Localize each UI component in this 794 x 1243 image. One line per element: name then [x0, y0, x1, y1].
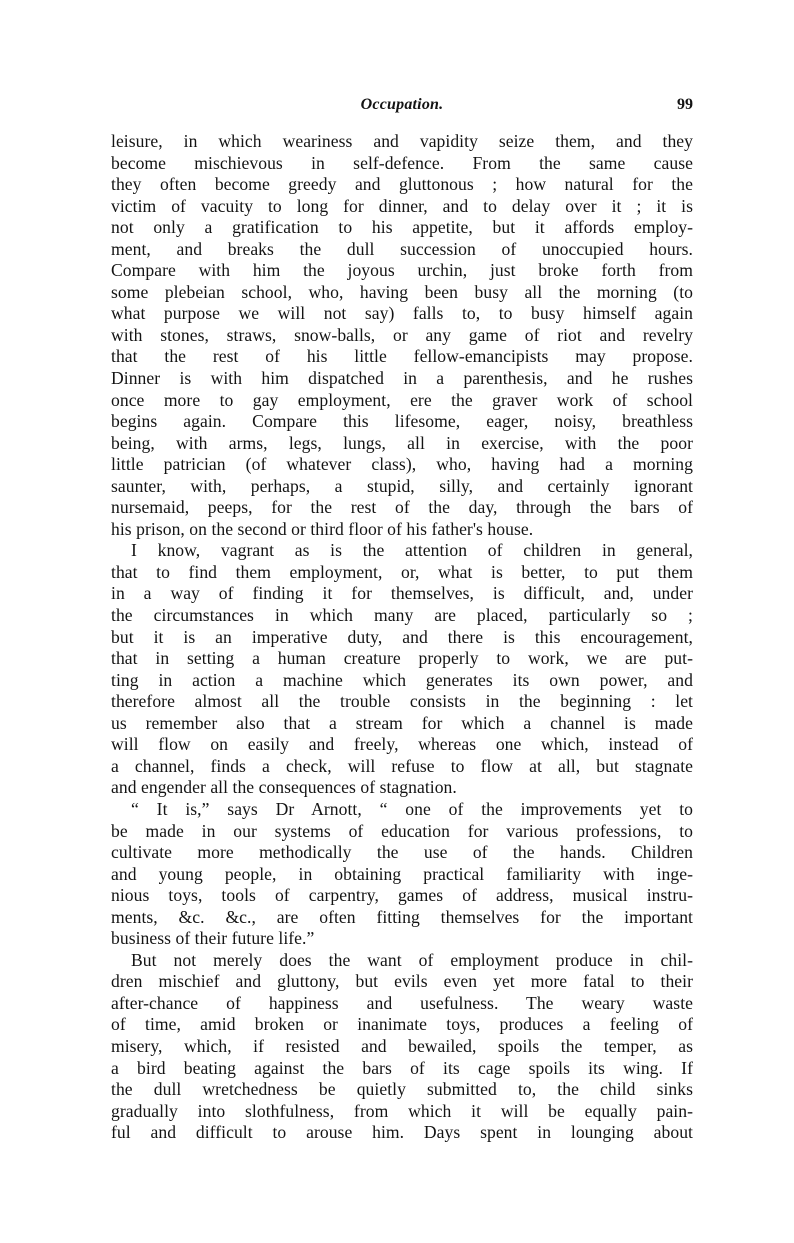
- text-line: gradually into slothfulness, from which it will be equally pain-: [111, 1100, 693, 1121]
- quotation-paragraph: [111, 799, 693, 950]
- text-line: ful and difficult to arouse him. Days spent in lounging about: [111, 1122, 693, 1143]
- text-line: of time, amid broken or inanimate toys, produces a feeling of: [111, 1014, 693, 1035]
- text-line: become mischievous in self-defence. From the same cause: [111, 152, 693, 173]
- text-line: once more to gay employment, ere the graver work of school: [111, 389, 693, 410]
- text-line: victim of vacuity to long for dinner, and to delay over it ; it is: [111, 195, 693, 216]
- page-header: [111, 96, 693, 120]
- text-line: dren mischief and gluttony, but evils even yet more fatal to their: [111, 971, 693, 992]
- text-line: his prison, on the second or third floor of his father's house.: [111, 518, 534, 539]
- text-line: Dinner is with him dispatched in a parenthesis, and he rushes: [111, 368, 693, 389]
- text-line: But not merely does the want of employment produce in chil-: [131, 949, 693, 970]
- text-line: therefore almost all the trouble consists in the beginning : let: [111, 691, 693, 712]
- text-line: Compare with him the joyous urchin, just broke forth from: [111, 260, 693, 281]
- text-line: be made in our systems of education for various professions, to: [111, 820, 693, 841]
- text-line: the circumstances in which many are placed, particularly so ;: [111, 605, 693, 626]
- text-line: some plebeian school, who, having been busy all the morning (to: [111, 281, 693, 302]
- text-line: that the rest of his little fellow-emancipists may propose.: [111, 346, 693, 367]
- paragraph: [111, 540, 693, 799]
- text-line: a bird beating against the bars of its cage spoils its wing. If: [111, 1057, 693, 1078]
- text-line: the dull wretchedness be quietly submitted to, the child sinks: [111, 1079, 693, 1100]
- text-line: after-chance of happiness and usefulness. The weary waste: [111, 992, 693, 1013]
- text-line: and young people, in obtaining practical familiarity with inge-: [111, 863, 693, 884]
- text-line: ments, &c. &c., are often fitting themselves for the important: [111, 906, 693, 927]
- text-line: saunter, with, perhaps, a stupid, silly, and certainly ignorant: [111, 475, 693, 496]
- text-line: in a way of finding it for themselves, is difficult, and, under: [111, 583, 693, 604]
- text-line: being, with arms, legs, lungs, all in exercise, with the poor: [111, 432, 693, 453]
- text-line: will flow on easily and freely, whereas one which, instead of: [111, 734, 693, 755]
- text-line: they often become greedy and gluttonous ; how natural for the: [111, 174, 693, 195]
- text-line: what purpose we will not say) falls to, to busy himself again: [111, 303, 693, 324]
- text-line: but it is an imperative duty, and there is this encouragement,: [111, 626, 693, 647]
- text-line: with stones, straws, snow-balls, or any game of riot and revelry: [111, 324, 693, 345]
- text-line: that in setting a human creature properly to work, we are put-: [111, 648, 693, 669]
- text-line: us remember also that a stream for which a channel is made: [111, 712, 693, 733]
- running-title: Occupation.: [360, 96, 444, 113]
- text-line: cultivate more methodically the use of the hands. Children: [111, 842, 693, 863]
- paragraph: [111, 131, 693, 540]
- text-line: leisure, in which weariness and vapidity seize them, and they: [111, 131, 693, 151]
- text-line: begins again. Compare this lifesome, eager, noisy, breathless: [111, 411, 693, 432]
- text-line: misery, which, if resisted and bewailed, spoils the temper, as: [111, 1035, 693, 1056]
- text-line: nursemaid, peeps, for the rest of the day, through the bars of: [111, 497, 693, 518]
- paragraph: [111, 950, 693, 1144]
- text-line: not only a gratification to his appetite, but it affords employ-: [111, 217, 693, 238]
- page-number: 99: [677, 96, 693, 113]
- text-line: that to find them employment, or, what is better, to put them: [111, 561, 693, 582]
- text-line: little patrician (of whatever class), who, having had a morning: [111, 454, 693, 475]
- text-line: nious toys, tools of carpentry, games of address, musical instru-: [111, 885, 693, 906]
- text-line: business of their future life.”: [111, 928, 315, 949]
- text-line: “ It is,” says Dr Arnott, “ one of the improvements yet to: [131, 798, 693, 819]
- text-line: I know, vagrant as is the attention of children in general,: [131, 540, 693, 561]
- text-line: ment, and breaks the dull succession of unoccupied hours.: [111, 238, 693, 259]
- body-text: [111, 131, 693, 1144]
- text-line: and engender all the consequences of stagnation.: [111, 777, 457, 798]
- text-line: ting in action a machine which generates its own power, and: [111, 669, 693, 690]
- text-line: a channel, finds a check, will refuse to flow at all, but stagnate: [111, 755, 693, 776]
